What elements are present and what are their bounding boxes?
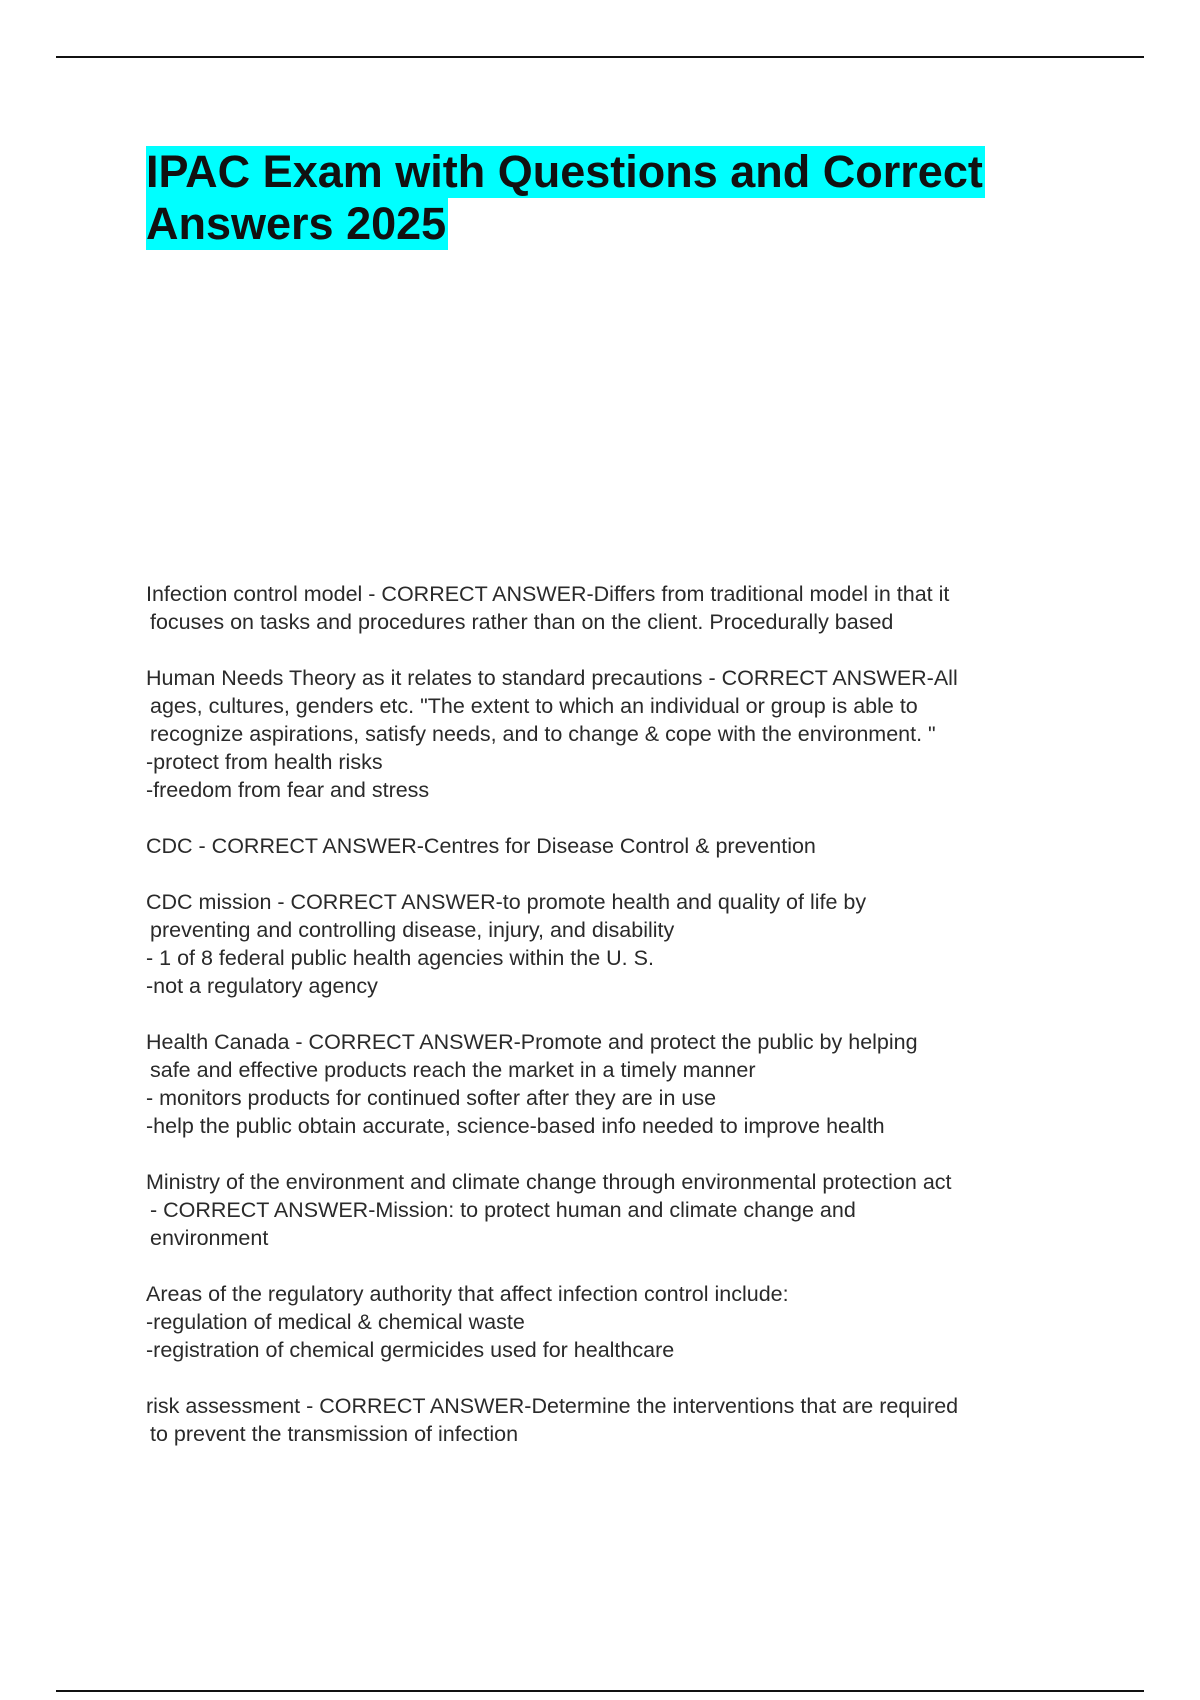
title-line-2: Answers 2025 [146,198,447,249]
qa-line: preventing and controlling disease, injury, and disability [150,918,675,942]
qa-line: Ministry of the environment and climate change through environmental protection act [146,1170,952,1194]
qa-entry-regulatory-authority [146,1280,1096,1364]
qa-entry-ministry-of-environment [146,1168,1096,1252]
qa-line: -freedom from fear and stress [146,778,430,802]
qa-line: Health Canada - CORRECT ANSWER-Promote and protect the public by helping [146,1030,918,1054]
qa-line: focuses on tasks and procedures rather than on the client. Procedurally based [150,610,894,634]
bottom-rule [56,1690,1144,1692]
top-rule [56,56,1144,58]
document-title [146,146,1046,250]
qa-line: ages, cultures, genders etc. "The extent to which an individual or group is able to [150,694,918,718]
qa-entry-human-needs-theory [146,664,1096,804]
qa-entry-risk-assessment [146,1392,1096,1448]
qa-line: CDC mission - CORRECT ANSWER-to promote health and quality of life by [146,890,867,914]
qa-line: -help the public obtain accurate, science-based info needed to improve health [146,1114,885,1138]
qa-line: risk assessment - CORRECT ANSWER-Determine the interventions that are required [146,1394,959,1418]
qa-line: safe and effective products reach the market in a timely manner [150,1058,756,1082]
qa-line: -registration of chemical germicides used for healthcare [146,1338,675,1362]
title-line-1: IPAC Exam with Questions and Correct [146,146,983,197]
qa-line: -protect from health risks [146,750,383,774]
qa-line: recognize aspirations, satisfy needs, and to change & cope with the environment. " [150,722,936,746]
qa-line: - monitors products for continued softer after they are in use [146,1086,717,1110]
qa-line: Infection control model - CORRECT ANSWER-Differs from traditional model in that it [146,582,950,606]
qa-line: -not a regulatory agency [146,974,378,998]
qa-line: Human Needs Theory as it relates to standard precautions - CORRECT ANSWER-All [146,666,958,690]
qa-entry-cdc [146,832,1096,860]
qa-line: to prevent the transmission of infection [150,1422,519,1446]
qa-line: CDC - CORRECT ANSWER-Centres for Disease Control & prevention [146,834,816,858]
qa-entry-health-canada [146,1028,1096,1140]
qa-entry-cdc-mission [146,888,1096,1000]
qa-line: Areas of the regulatory authority that affect infection control include: [146,1282,789,1306]
qa-line: -regulation of medical & chemical waste [146,1310,525,1334]
qa-list [146,580,1096,1476]
qa-line: environment [150,1226,269,1250]
qa-line: - 1 of 8 federal public health agencies within the U. S. [146,946,654,970]
qa-entry-infection-control-model [146,580,1096,636]
qa-line: - CORRECT ANSWER-Mission: to protect human and climate change and [150,1198,856,1222]
